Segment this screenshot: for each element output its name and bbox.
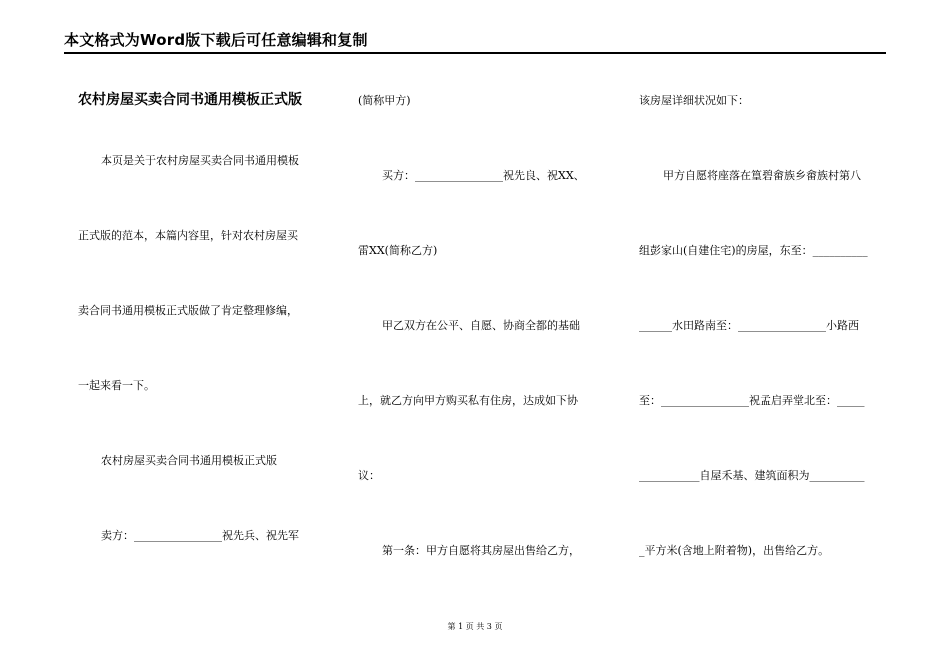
- paragraph-line: _平方米(含地上附着物)，出售给乙方。: [639, 544, 830, 557]
- paragraph-line: 卖合同书通用模板正式版做了肯定整理修编，: [78, 304, 298, 317]
- page-number: 第 1 页 共 3 页: [447, 622, 503, 631]
- paragraph-line: ______水田路南至：________________小路西: [639, 319, 859, 332]
- paragraph-line: 上，就乙方向甲方购买私有住房，达成如下协: [358, 394, 578, 407]
- paragraph-line: 卖方：________________祝先兵、祝先军: [101, 529, 299, 542]
- paragraph-line: 本页是关于农村房屋买卖合同书通用模板: [101, 154, 299, 167]
- paragraph-line: 组彭家山(自建住宅)的房屋，东至：__________: [639, 244, 868, 257]
- paragraph-line: 雷XX(简称乙方): [358, 244, 438, 257]
- paragraph-line: 第一条：甲方自愿将其房屋出售给乙方，: [382, 544, 580, 557]
- paragraph-line: ___________自屋禾基、建筑面积为__________: [639, 469, 865, 482]
- paragraph-line: 该房屋详细状况如下：: [639, 94, 749, 107]
- header-rule: [64, 52, 886, 54]
- paragraph-line: 农村房屋买卖合同书通用模板正式版: [101, 454, 277, 467]
- paragraph-line: (简称甲方): [358, 94, 411, 107]
- paragraph-line: 甲乙双方在公平、自愿、协商全都的基础: [382, 319, 580, 332]
- paragraph-line: 甲方自愿将座落在篁碧畲族乡畲族村第八: [663, 169, 861, 182]
- document-header: 本文格式为Word版下载后可任意编辑和复制: [64, 31, 368, 49]
- paragraph-line: 至：________________祝孟启弄堂北至：_____: [639, 394, 865, 407]
- paragraph-line: 一起来看一下。: [78, 379, 155, 392]
- document-title: 农村房屋买卖合同书通用模板正式版: [78, 92, 302, 108]
- paragraph-line: 买方：________________祝先良、祝XX、: [382, 169, 585, 182]
- paragraph-line: 议：: [358, 469, 380, 482]
- paragraph-line: 正式版的范本，本篇内容里，针对农村房屋买: [78, 229, 298, 242]
